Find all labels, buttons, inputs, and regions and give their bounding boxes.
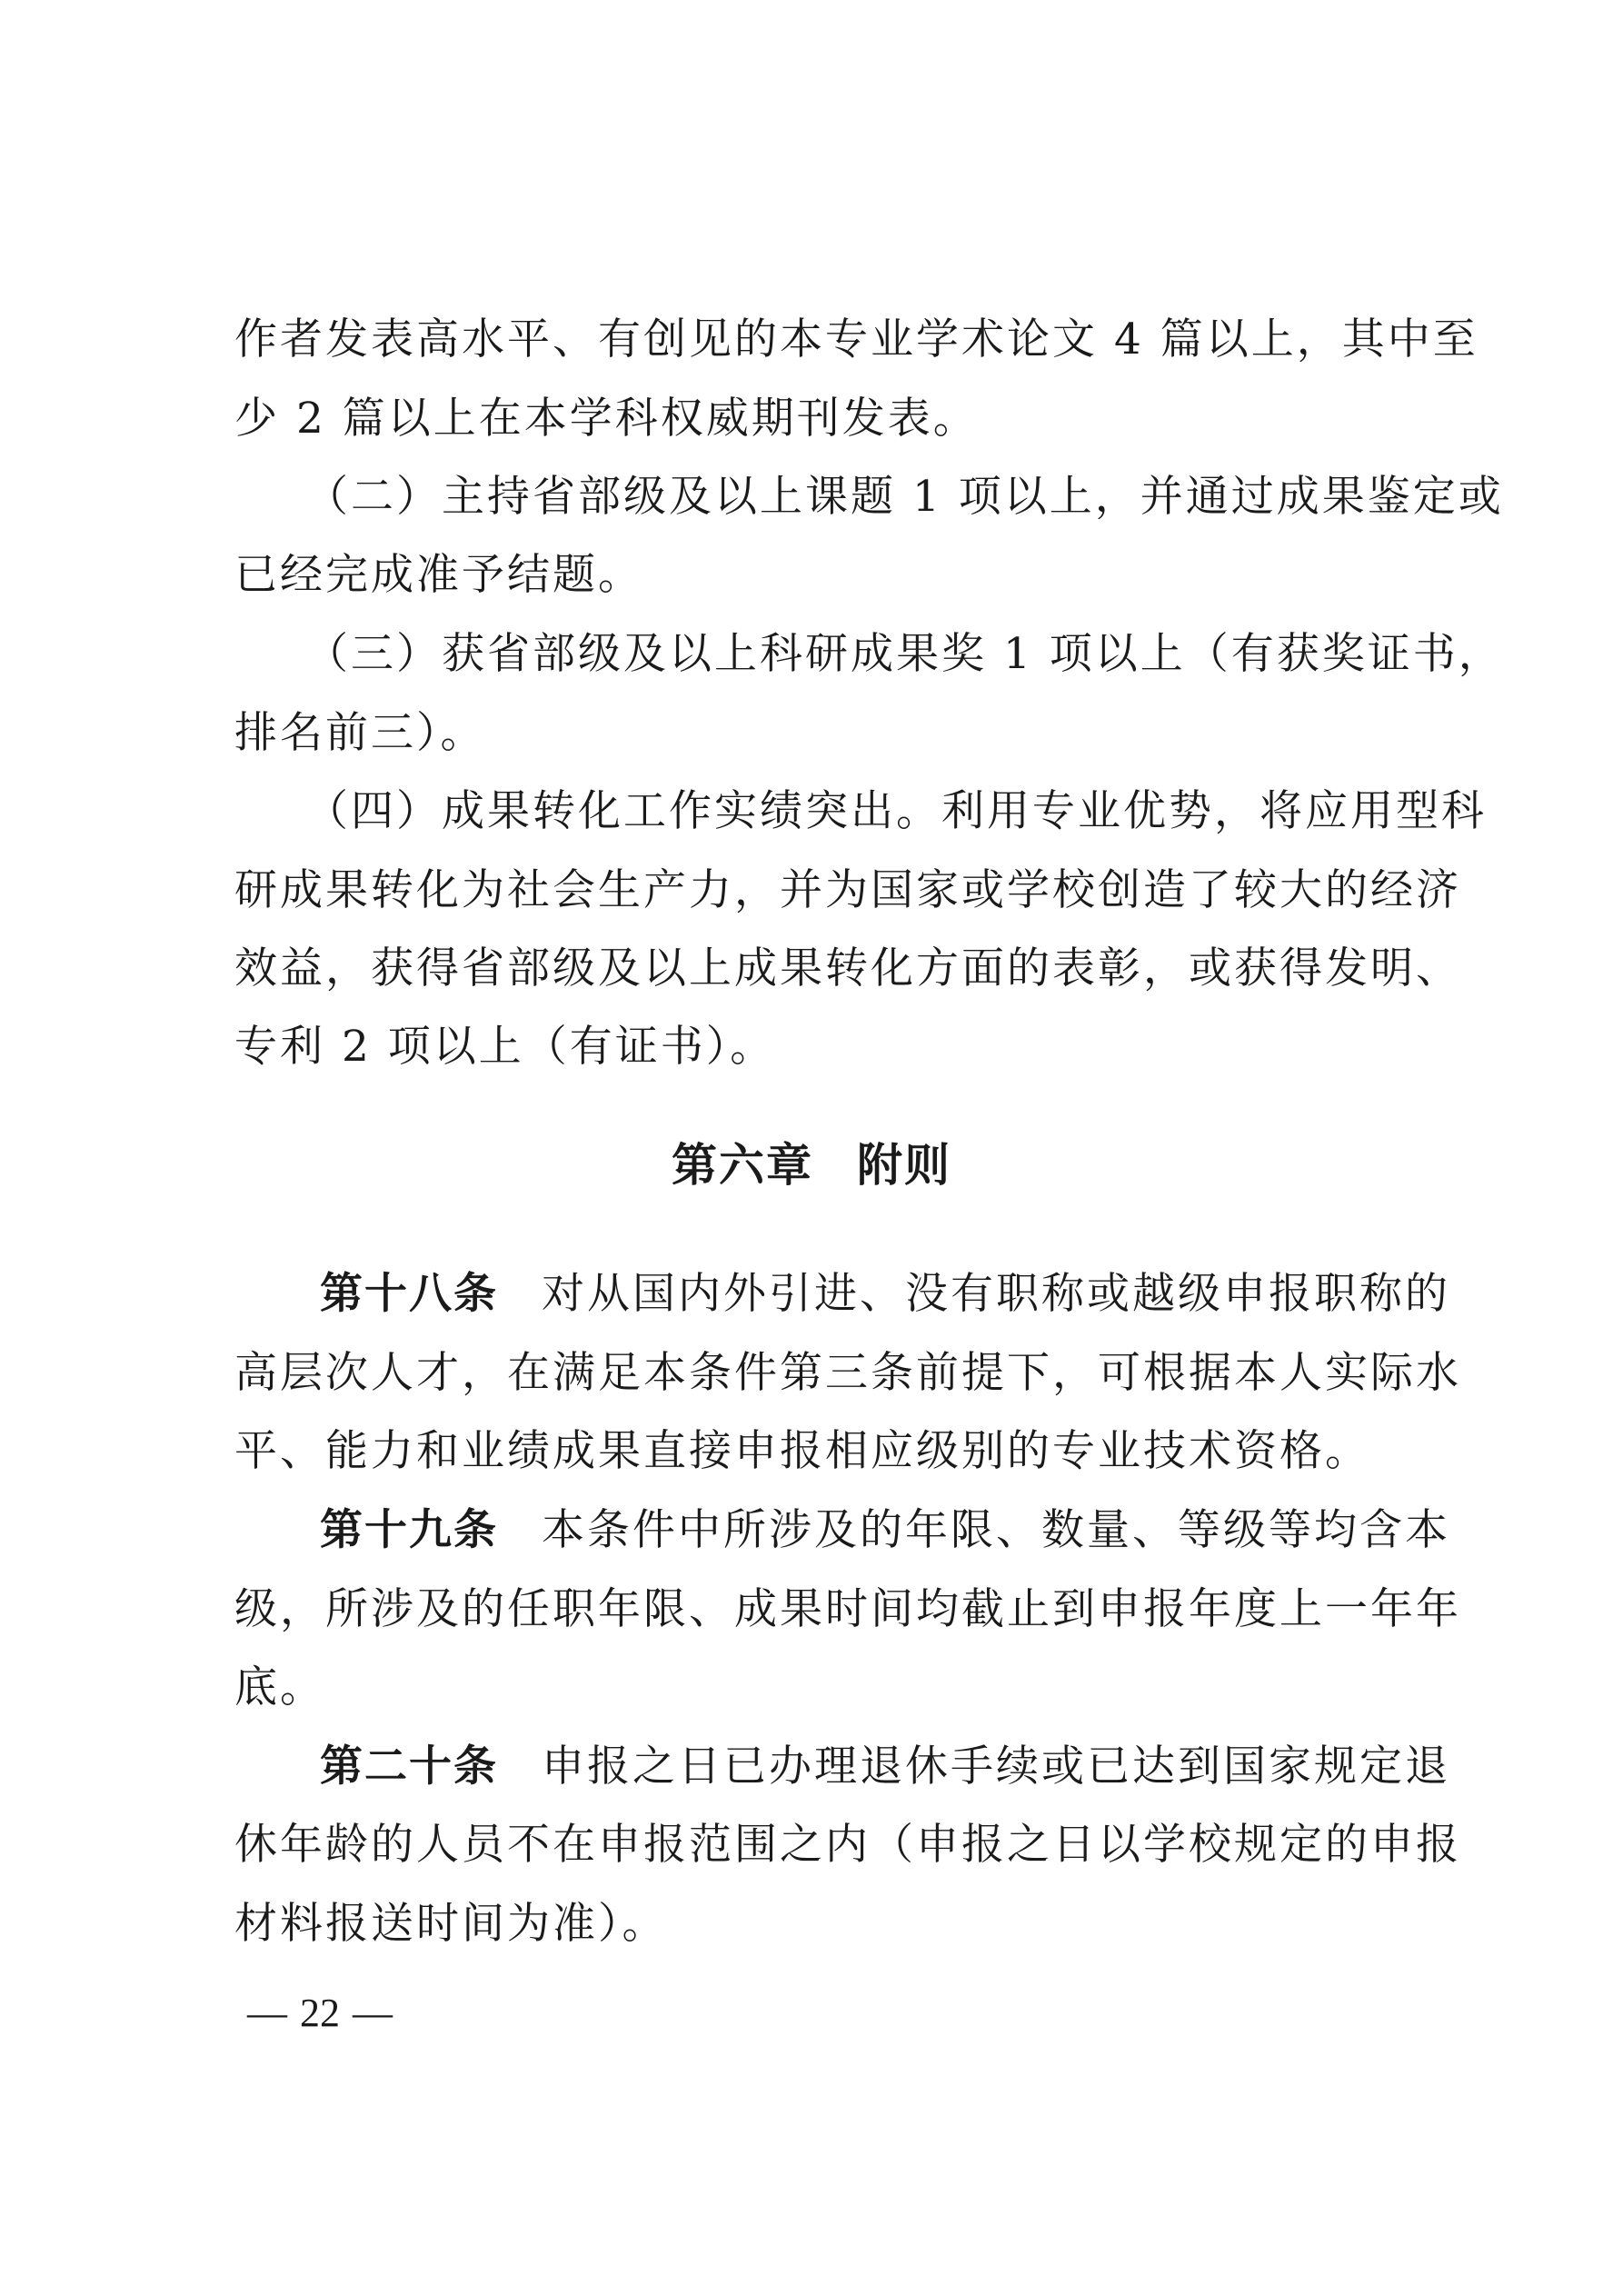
article-title: 第二十条: [320, 1742, 498, 1792]
paragraph-line: 排名前三）。: [234, 708, 486, 758]
paragraph-line: 少 2 篇以上在本学科权威期刊发表。: [234, 394, 979, 444]
paragraph-line: （四）成果转化工作实绩突出。利用专业优势，将应用型科: [305, 786, 1487, 836]
chapter-title: 附则: [857, 1138, 951, 1192]
paragraph-line: 效益，获得省部级及以上成果转化方面的表彰，或获得发明、: [234, 943, 1461, 993]
chapter-number: 第六章: [672, 1138, 813, 1192]
article-title: 第十八条: [320, 1269, 498, 1319]
paragraph-line: 已经完成准予结题。: [234, 550, 643, 600]
article-title: 第十九条: [320, 1505, 498, 1555]
paragraph-line: （二）主持省部级及以上课题 1 项以上，并通过成果鉴定或: [305, 472, 1504, 522]
page-number-value: 22: [300, 1991, 340, 2035]
paragraph-line: （三）获省部级及以上科研成果奖 1 项以上（有获奖证书，: [305, 629, 1504, 679]
page-number: [234, 1988, 405, 2039]
article-line: 底。: [234, 1662, 325, 1712]
article-line: 休年龄的人员不在申报范围之内（申报之日以学校规定的申报: [234, 1820, 1461, 1870]
paragraph-line: 作者发表高水平、有创见的本专业学术论文 4 篇以上，其中至: [234, 314, 1479, 364]
article-text: 本条件中所涉及的年限、数量、等级等均含本: [542, 1505, 1450, 1555]
article-line: [320, 1740, 1450, 1794]
article-line: 级，所涉及的任职年限、成果时间均截止到申报年度上一年年: [234, 1584, 1461, 1634]
article-text: 对从国内外引进、没有职称或越级申报职称的: [542, 1269, 1450, 1319]
article-line: [320, 1267, 1450, 1322]
article-line: 材料报送时间为准）。: [234, 1899, 668, 1949]
page-dash-left: —: [247, 1991, 287, 2035]
article-line: 高层次人才，在满足本条件第三条前提下，可根据本人实际水: [234, 1348, 1461, 1398]
article-line: 平、能力和业绩成果直接申报相应级别的专业技术资格。: [234, 1426, 1370, 1476]
paragraph-line: 专利 2 项以上（有证书）。: [234, 1022, 776, 1072]
article-line: [320, 1503, 1450, 1558]
article-text: 申报之日已办理退休手续或已达到国家规定退: [542, 1742, 1450, 1792]
page-dash-right: —: [353, 1991, 393, 2035]
paragraph-line: 研成果转化为社会生产力，并为国家或学校创造了较大的经济: [234, 865, 1461, 915]
chapter-heading: [0, 1136, 1623, 1194]
